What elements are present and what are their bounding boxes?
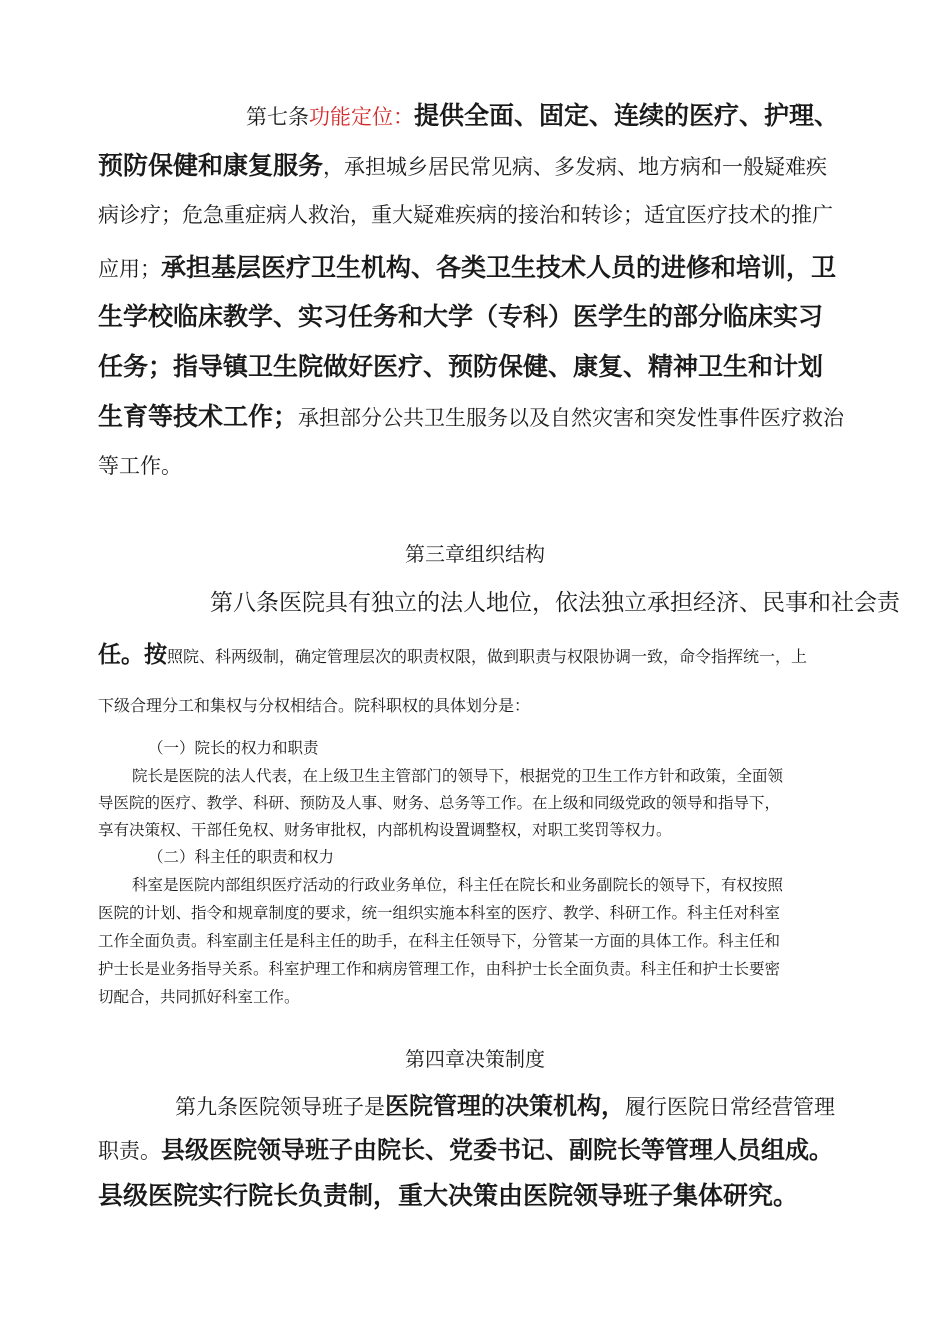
article8-big-text: 任。按 <box>98 642 167 668</box>
article9-text: 履行医院日常经营管理 <box>625 1095 835 1119</box>
article8-line1: 第八条医院具有独立的法人地位，依法独立承担经济、民事和社会责 <box>210 590 900 616</box>
chapter4-title: 第四章决策制度 <box>405 1047 545 1071</box>
article7-bold-text: 预防保健和康复服务 <box>98 151 324 180</box>
section2-line: 医院的计划、指令和规章制度的要求，统一组织实施本科室的医疗、教学、科研工作。科主任对科室 <box>98 904 781 922</box>
article7-bold-text: 承担基层医疗卫生机构、各类卫生技术人员的进修和培训，卫 <box>161 253 837 282</box>
article9-bold-text: 医院管理的决策机构， <box>385 1092 625 1120</box>
section1-heading: （一）院长的权力和职责 <box>148 739 319 757</box>
article7-text: ，承担城乡居民常见病、多发病、地方病和一般疑难疾 <box>323 155 828 179</box>
article8-line2 <box>98 636 807 669</box>
article7-line8 <box>98 450 858 480</box>
article9-line1 <box>175 1086 835 1121</box>
article7-text: 承担部分公共卫生服务以及自然灾害和突发性事件医疗救治 <box>298 406 845 430</box>
article7-text: 应用； <box>98 257 161 281</box>
article7-line6 <box>98 347 858 383</box>
article8-small-text: 照院、科两级制，确定管理层次的职责权限，做到职责与权限协调一致，命令指挥统一，上 <box>167 647 808 666</box>
article7-bold-text: 任务；指导镇卫生院做好医疗、预防保健、康复、精神卫生和计划 <box>98 352 824 381</box>
article8-line3: 下级合理分工和集权与分权相结合。院科职权的具体划分是： <box>98 696 531 715</box>
article7-line1 <box>246 96 950 132</box>
section1-line: 享有决策权、干部任免权、财务审批权，内部机构设置调整权，对职工奖罚等权力。 <box>98 821 672 839</box>
section1-line: 导医院的医疗、教学、科研、预防及人事、财务、总务等工作。在上级和同级党政的领导和指导下， <box>98 794 781 812</box>
article9-line3 <box>98 1176 798 1212</box>
chapter3-title: 第三章组织结构 <box>405 542 545 566</box>
article7-line5 <box>98 297 858 333</box>
article9-text: 职责。 <box>98 1139 161 1163</box>
section2-line: 护士长是业务指导关系。科室护理工作和病房管理工作，由科护士长全面负责。科主任和护士长要密 <box>98 960 781 978</box>
article7-function-label: 功能定位： <box>309 105 414 129</box>
article7-bold-text: 生育等技术工作； <box>98 402 299 431</box>
article9-text: 第九条医院领导班子是 <box>175 1095 385 1119</box>
article9-bold-text: 县级医院实行院长负责制，重大决策由医院领导班子集体研究。 <box>98 1181 799 1210</box>
article7-text: 等工作。 <box>98 454 182 478</box>
article9-line2 <box>98 1130 833 1165</box>
section2-line: 科室是医院内部组织医疗活动的行政业务单位，科主任在院长和业务副院长的领导下，有权按照 <box>132 876 784 894</box>
section1-line: 院长是医院的法人代表，在上级卫生主管部门的领导下，根据党的卫生工作方针和政策，全面领 <box>132 767 784 785</box>
article7-line3 <box>98 199 858 229</box>
article7-line2 <box>98 146 858 182</box>
section2-line: 工作全面负责。科室副主任是科主任的助手，在科主任领导下，分管某一方面的具体工作。科主任和 <box>98 932 781 950</box>
section2-heading: （二）科主任的职责和权力 <box>148 848 335 866</box>
article7-prefix: 第七条 <box>246 105 309 129</box>
article7-bold-text: 提供全面、固定、连续的医疗、护理、 <box>414 101 840 130</box>
article7-bold-text: 生学校临床教学、实习任务和大学（专科）医学生的部分临床实习 <box>98 302 824 331</box>
article9-bold-text: 县级医院领导班子由院长、党委书记、副院长等管理人员组成。 <box>161 1136 833 1164</box>
section2-line: 切配合，共同抓好科室工作。 <box>98 988 300 1006</box>
article7-text: 病诊疗；危急重症病人救治，重大疑难疾病的接治和转诊；适宜医疗技术的推广 <box>98 203 833 227</box>
article7-line4 <box>98 248 858 284</box>
article7-line7 <box>98 397 858 433</box>
